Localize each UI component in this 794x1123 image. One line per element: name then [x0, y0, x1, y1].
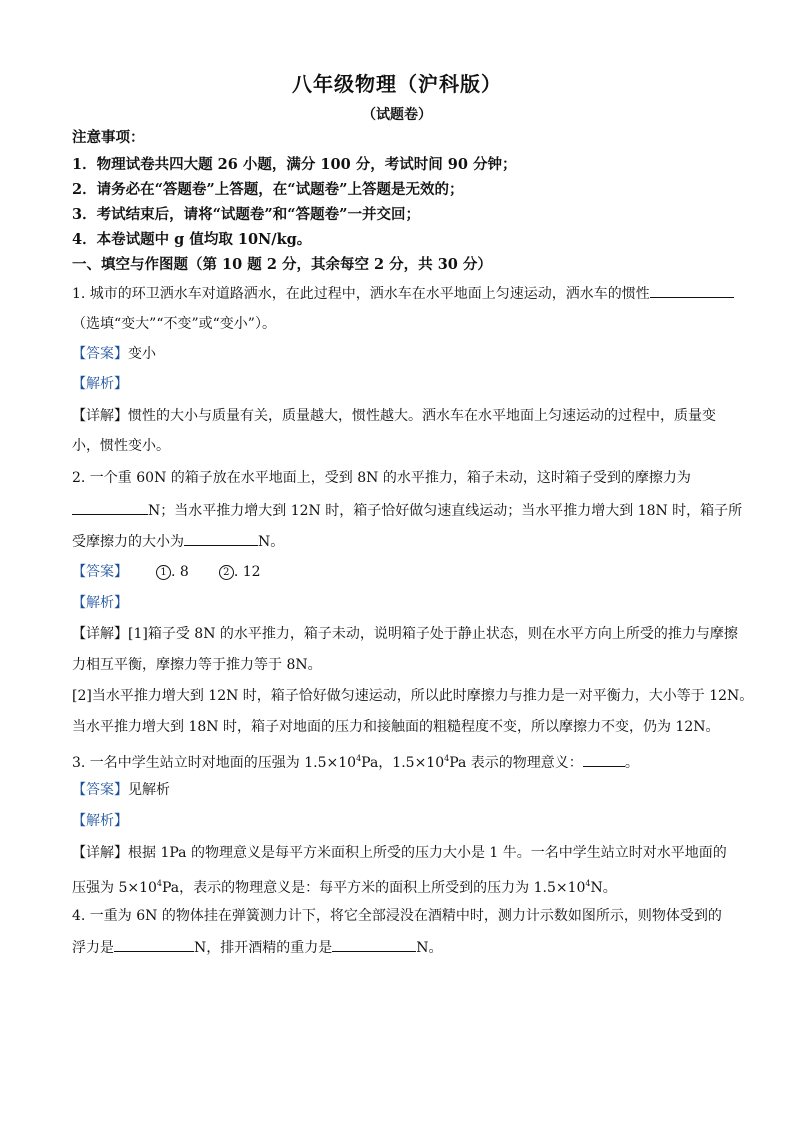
q3-exponent-4: 4 — [585, 879, 591, 888]
analysis-label: 【解析】 — [72, 376, 128, 392]
q2-answer-value-1: . 8 — [171, 564, 189, 580]
q1-blank[interactable] — [650, 283, 734, 298]
q4-text-c: N。 — [416, 940, 443, 956]
circled-number-1: 1 — [156, 565, 171, 580]
q4-blank-2[interactable] — [332, 937, 416, 952]
q2-answer-value-2: . 12 — [233, 564, 261, 580]
q3-answer-value: 见解析 — [128, 782, 170, 798]
q3-detail-line-2 — [72, 874, 732, 898]
q2-text-2: N；当水平推力增大到 12N 时，箱子恰好做匀速直线运动；当水平推力增大到 18N 时，箱子所 — [148, 503, 743, 519]
q3-detail-text-1: 根据 1Pa 的物理意义是每平方米面积上所受的压力大小是 1 牛。一名中学生站立时对水平地面的 — [128, 845, 727, 861]
q1-detail-line-2: 小，惯性变小。 — [72, 438, 170, 454]
q2-answer — [72, 562, 732, 582]
q1-answer-value: 变小 — [128, 346, 156, 362]
q1-analysis — [72, 374, 732, 394]
notice-item-3: 3．考试结束后，请将“试题卷”和“答题卷”一并交回； — [72, 206, 420, 223]
q2-detail-line-3: [2]当水平推力增大到 12N 时，箱子恰好做匀速运动，所以此时摩擦力与推力是一对平衡力，大小等于 12N。 — [72, 688, 754, 704]
q2-text-3b: N。 — [258, 534, 285, 550]
q2-detail-line-4: 当水平推力增大到 18N 时，箱子对地面的压力和接触面的粗糙程度不变，所以摩擦力不变，仍为 12N。 — [72, 719, 720, 735]
q2-detail-line-1 — [72, 624, 738, 644]
section-heading: 一、填空与作图题（第 10 题 2 分，其余每空 2 分，共 30 分） — [72, 256, 492, 273]
q3-analysis — [72, 811, 732, 831]
q4-blank-1[interactable] — [114, 937, 194, 952]
notice-item-1: 1．物理试卷共四大题 26 小题，满分 100 分，考试时间 90 分钟； — [72, 156, 517, 173]
q3-detail-text-4: N。 — [590, 880, 617, 896]
answer-label: 【答案】 — [72, 346, 128, 362]
q4-line-2 — [72, 937, 732, 958]
q3-blank[interactable] — [583, 752, 625, 767]
q2-detail-text-1: [1]箱子受 8N 的水平推力，箱子未动，说明箱子处于静止状态，则在水平方向上所受的推力与摩擦 — [128, 626, 738, 642]
q1-detail-line-1 — [72, 406, 732, 426]
q3-detail-line-1 — [72, 843, 732, 863]
q2-line-3 — [72, 531, 732, 552]
q3-detail-text-3: Pa，表示的物理意义是：每平方米的面积上所受到的压力为 1.5×10 — [162, 880, 586, 896]
q2-line-1: 2. 一个重 60N 的箱子放在水平地面上，受到 8N 的水平推力，箱子未动，这时箱子受到的摩擦力为 — [72, 470, 691, 486]
answer-label: 【答案】 — [72, 564, 128, 580]
notice-item-2: 2．请务必在“答题卷”上答题，在“试题卷”上答题是无效的； — [72, 181, 464, 198]
analysis-label: 【解析】 — [72, 595, 128, 611]
q2-text-3: 受摩擦力的大小为 — [72, 534, 184, 550]
q4-text-a: 浮力是 — [72, 940, 114, 956]
q1-line-2: （选填“变大”“不变”或“变小”）。 — [72, 316, 276, 332]
q1-line-1 — [72, 283, 732, 304]
q1-answer — [72, 344, 732, 364]
q2-analysis — [72, 593, 732, 613]
notice-heading: 注意事项： — [72, 129, 145, 146]
q2-detail-line-2: 力相互平衡，摩擦力等于推力等于 8N。 — [72, 657, 322, 673]
detail-label: 【详解】 — [72, 626, 128, 642]
q3-exponent-2: 4 — [444, 754, 450, 763]
q3-answer — [72, 780, 732, 800]
detail-label: 【详解】 — [72, 408, 128, 424]
page-title: 八年级物理（沪科版） — [292, 72, 502, 96]
detail-label: 【详解】 — [72, 845, 128, 861]
circled-number-2: 2 — [219, 565, 234, 580]
q3-text-c: Pa 表示的物理意义： — [449, 755, 583, 771]
q2-blank-2[interactable] — [184, 531, 258, 546]
q1-detail-text-1: 惯性的大小与质量有关，质量越大，惯性越大。洒水车在水平地面上匀速运动的过程中，质量变 — [128, 408, 716, 424]
q3-line-1 — [72, 749, 732, 773]
notice-item-4: 4．本卷试题中 g 值均取 10N/kg。 — [72, 231, 312, 248]
q2-blank-1[interactable] — [72, 500, 148, 515]
q3-detail-text-2: 压强为 5×10 — [72, 880, 157, 896]
q3-exponent-1: 4 — [356, 754, 362, 763]
q1-text-1: 1. 城市的环卫洒水车对道路洒水，在此过程中，洒水车在水平地面上匀速运动，洒水车的惯性 — [72, 286, 650, 302]
q3-text-b: Pa，1.5×10 — [361, 755, 445, 771]
q2-line-2 — [72, 500, 743, 521]
page-subtitle: （试题卷） — [362, 107, 432, 123]
q4-line-1: 4. 一重为 6N 的物体挂在弹簧测力计下，将它全部浸没在酒精中时，测力计示数如图所示，则物体受到的 — [72, 908, 722, 924]
q4-text-b: N，排开酒精的重力是 — [194, 940, 333, 956]
q3-text-d: 。 — [624, 755, 639, 771]
analysis-label: 【解析】 — [72, 813, 128, 829]
q3-exponent-3: 4 — [156, 879, 162, 888]
q3-text-a: 3. 一名中学生站立时对地面的压强为 1.5×10 — [72, 755, 357, 771]
answer-label: 【答案】 — [72, 782, 128, 798]
